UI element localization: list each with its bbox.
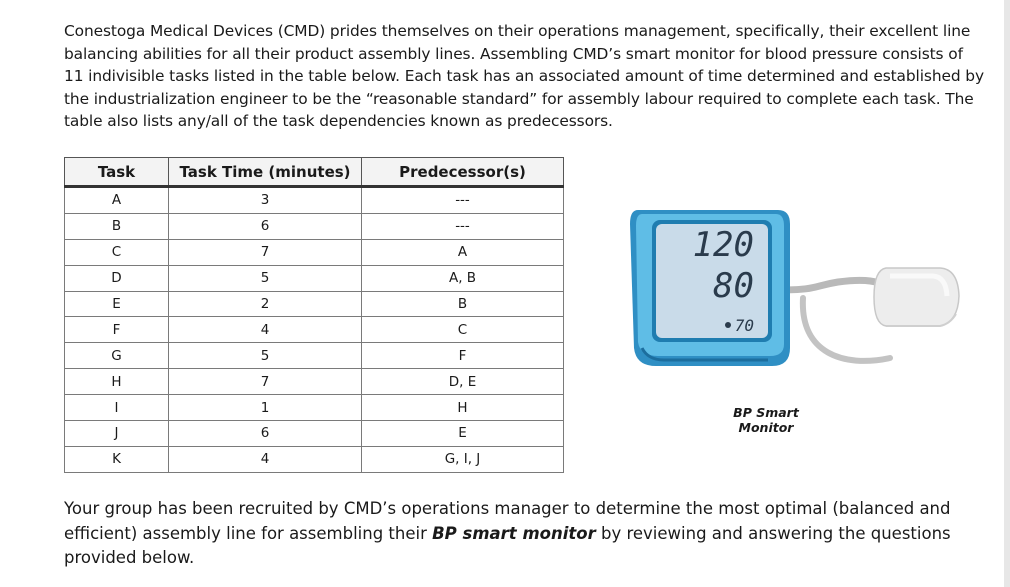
intro-paragraph: Conestoga Medical Devices (CMD) prides themselves on their operations management, specifically, their excellent line balancing abilities for all their product assembly lines. Assembling CMD’s smart monitor for blood pressure consists of 11 indivisible tasks listed in the table below. Each task has an associated amount of time determined and established by the industrialization engineer to be the “reasonable standard” for assembly labour required to complete each task. The table also lists any/all of the task dependencies known as predecessors. [64,22,984,131]
task-time-cell: 5 [169,343,362,369]
table-row [65,395,564,421]
task-cell: D [65,265,169,291]
predecessors-cell: C [362,317,564,343]
outro-emphasis: BP smart monitor [432,523,596,543]
task-cell: I [65,395,169,421]
header-predecessors: Predecessor(s) [362,158,564,187]
predecessors-cell: A, B [362,265,564,291]
task-time-cell: 2 [169,291,362,317]
predecessors-cell: F [362,343,564,369]
task-cell: G [65,343,169,369]
figure-caption: BP Smart Monitor [733,405,799,435]
page-edge [1004,0,1010,587]
task-time-cell: 1 [169,395,362,421]
outro-text-end: by reviewing and answering the questions provided below. [64,523,951,567]
predecessors-cell: G, I, J [362,446,564,472]
table-row [65,317,564,343]
table-row [65,446,564,472]
task-time-cell: 7 [169,239,362,265]
header-task: Task [65,158,169,187]
outro-paragraph [64,497,964,571]
task-time-cell: 6 [169,213,362,239]
table-row [65,291,564,317]
predecessors-cell: --- [362,187,564,214]
table-row [65,265,564,291]
header-task-time: Task Time (minutes) [169,158,362,187]
task-cell: A [65,187,169,214]
table-row [65,187,564,214]
task-cell: H [65,369,169,395]
task-time-cell: 3 [169,187,362,214]
heart-icon [725,322,731,328]
bp-monitor-illustration [628,198,964,383]
table-row [65,239,564,265]
outro-text-start: Your group has been recruited by CMD’s operations manager to determine the most optimal (balanced and efficient) assembly line for assembling their [64,499,951,543]
task-time-cell: 7 [169,369,362,395]
predecessors-cell: H [362,395,564,421]
systolic-reading: 120 [692,225,754,265]
predecessors-cell: --- [362,213,564,239]
task-cell: E [65,291,169,317]
cuff-icon [874,268,959,326]
task-time-cell: 4 [169,317,362,343]
task-cell: F [65,317,169,343]
table-row [65,369,564,395]
table-row [65,213,564,239]
table-row [65,343,564,369]
task-time-cell: 4 [169,446,362,472]
task-cell: J [65,421,169,447]
task-time-cell: 5 [169,265,362,291]
table-header-row [65,158,564,187]
task-time-cell: 6 [169,421,362,447]
predecessors-cell: D, E [362,369,564,395]
task-table [64,157,564,473]
table-row [65,421,564,447]
monitor-cable [778,280,886,290]
diastolic-reading: 80 [713,266,754,306]
predecessors-cell: B [362,291,564,317]
task-cell: B [65,213,169,239]
predecessors-cell: A [362,239,564,265]
predecessors-cell: E [362,421,564,447]
pulse-reading: 70 [734,316,754,335]
task-cell: K [65,446,169,472]
task-cell: C [65,239,169,265]
